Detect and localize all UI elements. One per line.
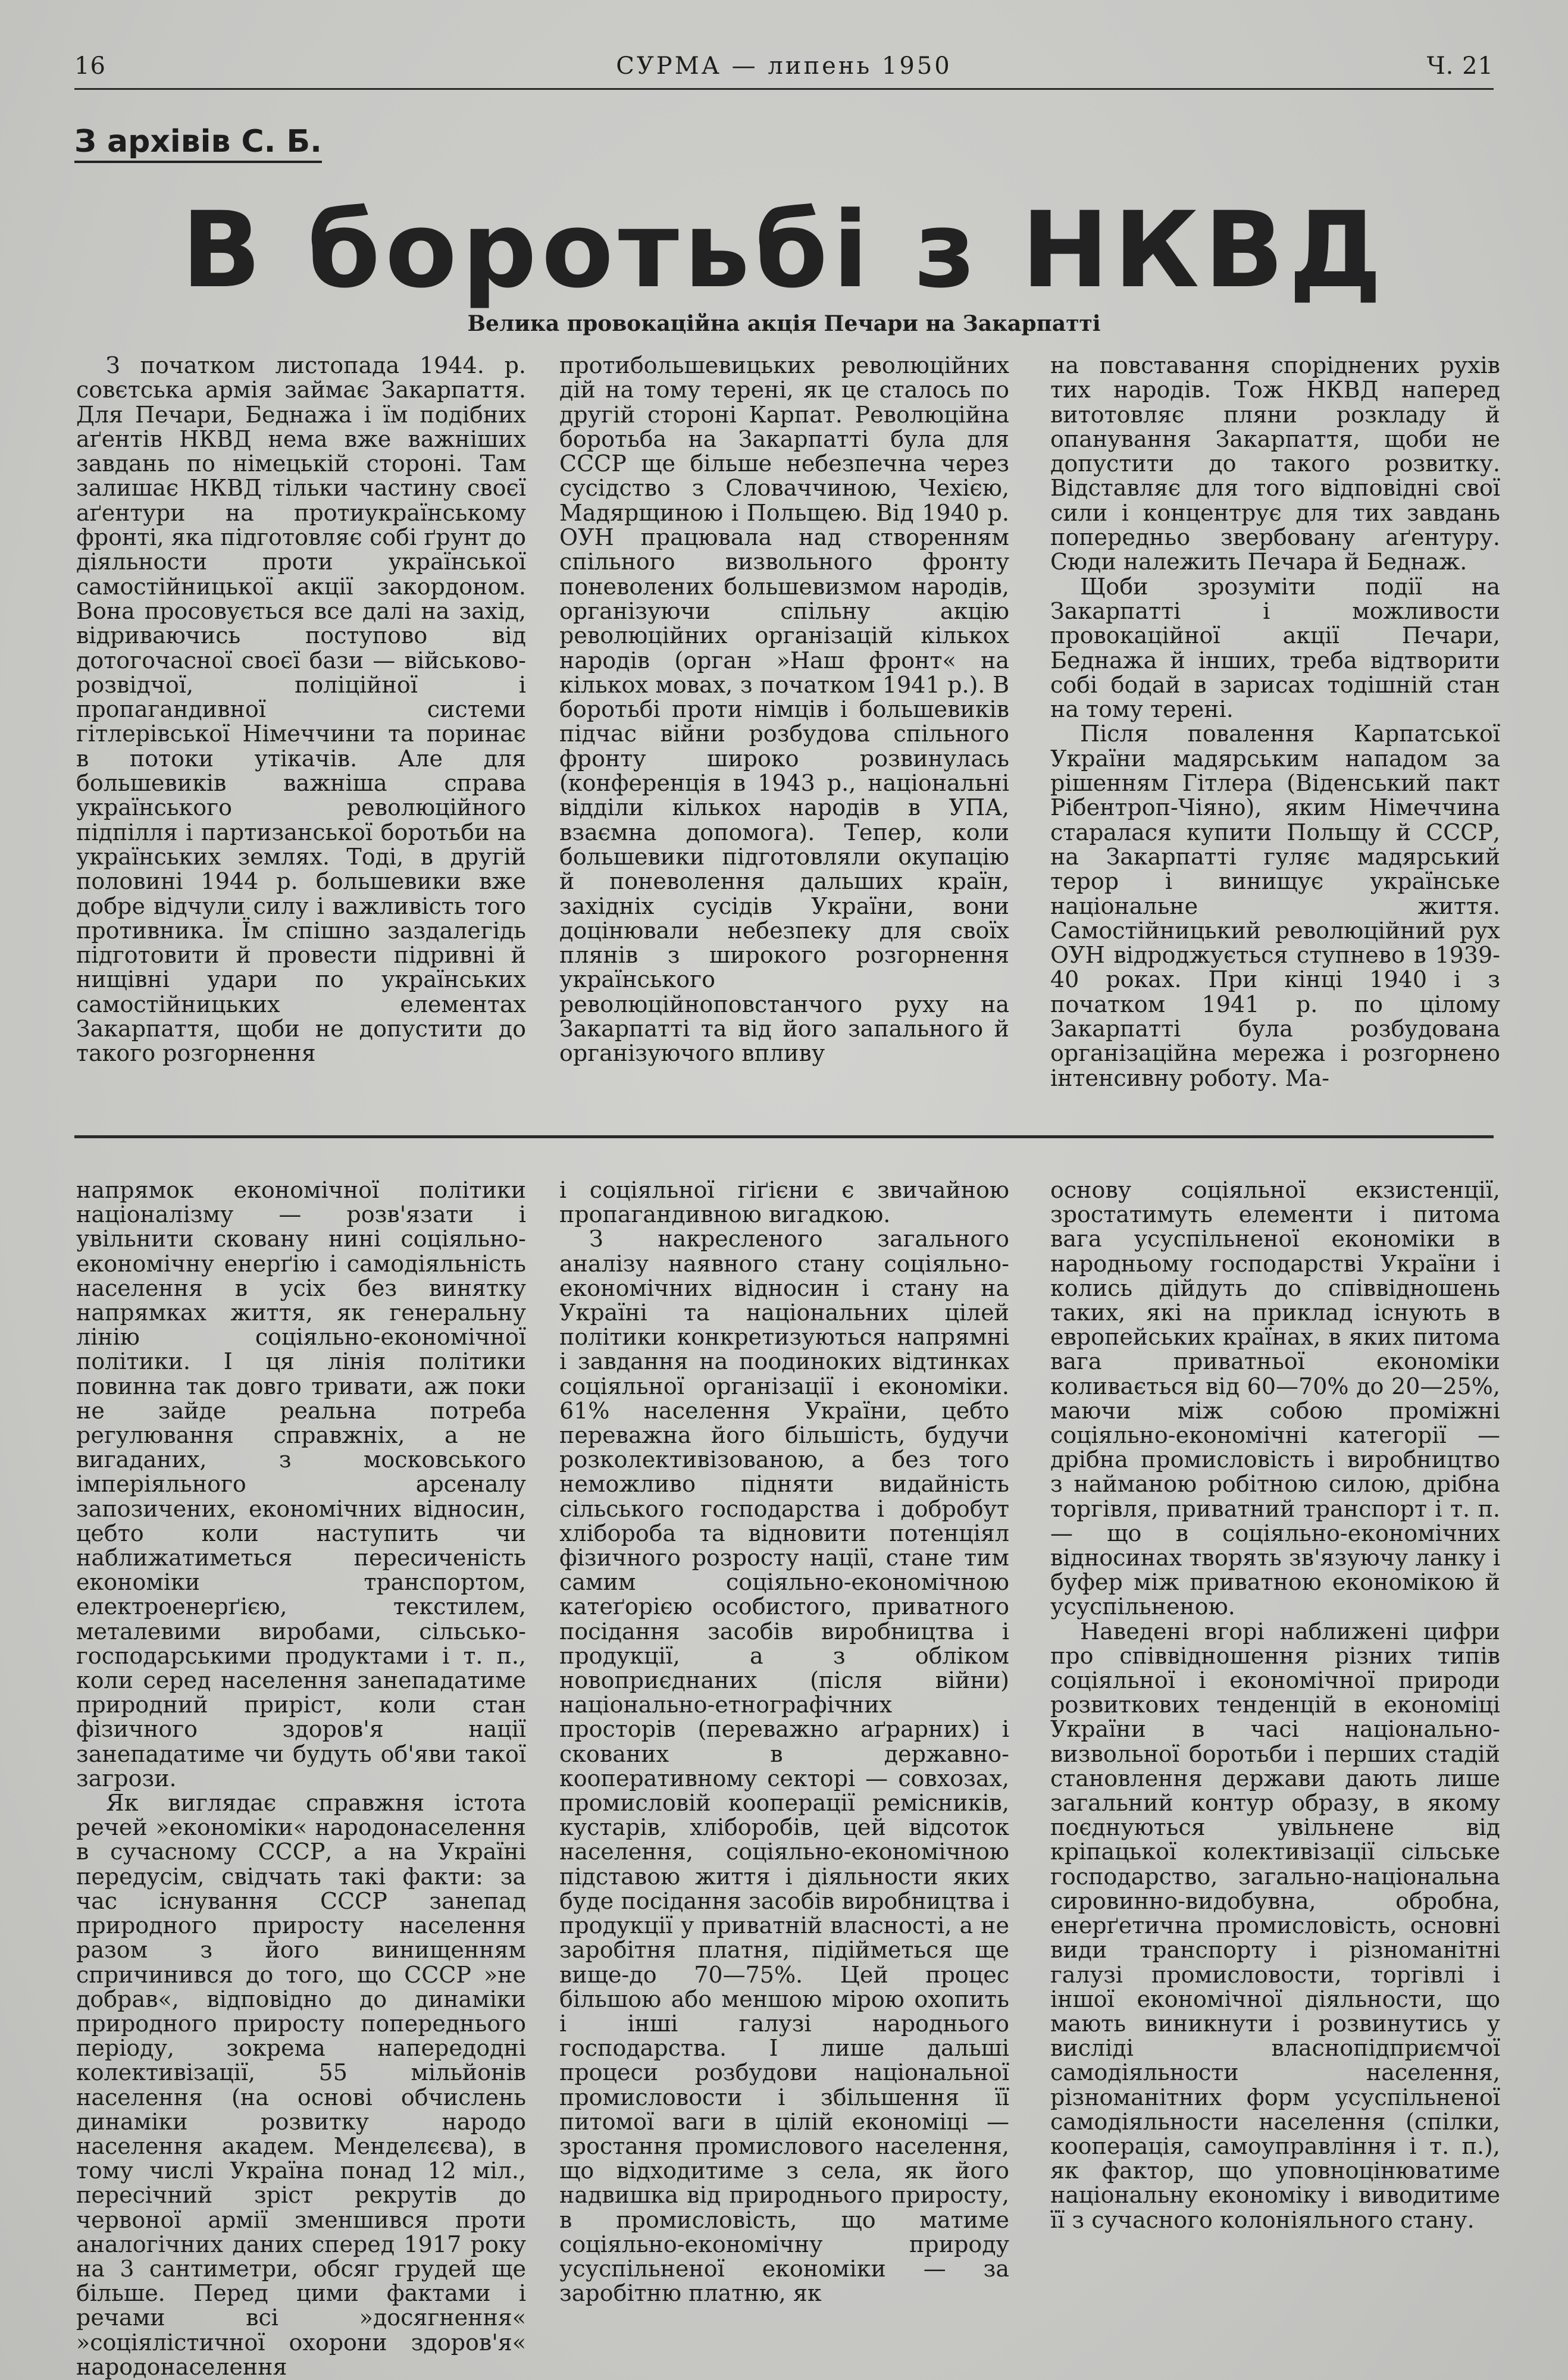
top-column-2	[559, 353, 1009, 1066]
top-column-3	[1050, 353, 1500, 1091]
paragraph: основу соціяльної екзистенції, зростатимуть елементи і питома вага усуспільненої економіки в народньому господарстві України і колись дійдуть до співвідношень таких, які на приклад існують в европейських країнах, в яких питома вага приватньої економіки коливається від 60—70% до 20—25%, маючи між собою проміжні соціяльно-економічні категорії — дрібна промисловість і виробництво з найманою робітною силою, дрібна торгівля, приватний транспорт і т. п. — що в соціяльно-економічних відносинах творять зв'язуючу ланку і буфер між приватною економікою й усуспільненою.	[1050, 1177, 1500, 1620]
paragraph: З початком листопада 1944. р. совєтська армія займає Закарпаття. Для Печари, Беднажа і їм подібних аґентів НКВД нема вже важніших завдань по німецькій стороні. Там залишає НКВД тільки частину своєї аґентури на протиукраїнському фронті, яка підготовляє собі ґрунт до діяльности проти української самостійницької акції закордоном. Вона просовується все далі на захід, відриваючись поступово від дотогочасної своєї бази — військово-розвідчої, поліційної і пропагандивної системи гітлерівської Німеччини та поринає в потоки утікачів. Але для большевиків важніша справа українського революційного підпілля і партизанської боротьби на українських землях. Тоді, в другій половині 1944 р. большевики вже добре відчули силу і важливість того противника. Їм спішно заздалегідь підготовити й провести підривні й нищівні удари по українських самостійницьких елементах Закарпаття, щоби не допустити до такого розгорнення	[76, 352, 526, 1067]
paragraph: на повставання споріднених рухів тих народів. Тож НКВД наперед витотовляє пляни розкладу й опанування Закарпаття, щоби не допустити до такого розвитку. Відставляє для того відповідні свої сили і концентрує для тих завдань попередньо звербовану аґентуру. Сюди належить Печара й Беднаж.	[1050, 352, 1500, 575]
paragraph: протибольшевицьких революційних дій на тому терені, як це сталось по другій стороні Карпат. Революційна боротьба на Закарпатті була для СССР ще більше небезпечна через сусідство з Словаччиною, Чехією, Мадярщиною і Польщею. Від 1940 р. ОУН працювала над створенням спільного визвольного фронту поневолених большевизмом народів, організуючи спільну акцію революційних організацій кількох народів (орган »Наш фронт« на кількох мовах, з початком 1941 р.). В боротьбі проти німців і большевиків підчас війни розбудова спільного фронту широко розвинулась (конференція в 1943 р., національні відділи кількох народів в УПА, взаємна допомога). Тепер, коли большевики підготовляли окупацію й поневолення дальших країн, західніх сусідів України, вони доцінювали небезпеку для своїх плянів з широкого розгорнення українського революційноповстанчого руху на Закарпатті та від його запального й організуючого впливу	[559, 352, 1009, 1067]
top-column-1	[76, 353, 526, 1066]
running-header	[74, 52, 1494, 90]
bottom-column-2	[559, 1178, 1009, 2306]
paragraph: Після повалення Карпатської України мадярським нападом за рішенням Гітлера (Віденський пакт Рібентроп-Чіяно), яким Німеччина старалася купити Польщу й СССР, на Закарпатті гуляє мадярський терор і винищує українське національне життя. Самостійницький революційний рух ОУН відроджується ступнево в 1939-40 роках. При кінці 1940 і з початком 1941 р. по цілому Закарпатті була розбудована організаційна мережа і розгорнено інтенсивну роботу. Ма-	[1050, 721, 1500, 1091]
paragraph: Як виглядає справжня істота речей »економіки« народонаселення в сучасному СССР, а на Україні передусім, свідчать такі факти: за час існування СССР занепад природного приросту населення разом з його винищенням спричинився до того, що СССР »не добрав«, відповідно до динаміки природного приросту попереднього періоду, зокрема напередодні колективізації, 55 мільйонів населення (на основі обчислень динаміки розвитку народо населення академ. Менделєєва), в тому числі Україна понад 12 міл., пересічний зріст рекрутів до червоної армії зменшився проти аналогічних даних сперед 1917 року на 3 сантиметри, обсяг грудей ще більше. Перед цими фактами і речами всі »досягнення« »соціялістичної охорони здоров'я« народонаселення	[76, 1790, 526, 2380]
section-divider	[74, 1135, 1494, 1138]
section-label: З архівів С. Б.	[74, 124, 322, 163]
article-title: В боротьбі з НКВД	[181, 189, 1387, 311]
issue-number: Ч. 21	[1426, 52, 1494, 80]
paragraph: Наведені вгорі наближені цифри про співвідношення різних типів соціяльної і економічної природи розвиткових тенденцій в економіці України в часі національно-визвольної боротьби і перших стадій становлення держави дають лише загальний контур образу, в якому поєднуються увільнене від кріпацької колективізації сільське господарство, загально-національна сировинно-видобувна, обробна, енерґетична промисловість, основні види транспорту і різноманітні галузі промисловости, торгівлі і іншої економічної діяльности, що мають виникнути і розвинутись у висліді власнопідприємчої самодіяльности населення, різноманітних форм усуспільненої самодіяльности населення (спілки, кооперація, самоуправління і т. п.), як фактор, що уповноцінюватиме національну економіку і виводитиме її з сучасного колоніяльного стану.	[1050, 1618, 1500, 2233]
page-number: 16	[74, 52, 106, 80]
publication-title: СУРМА — липень 1950	[616, 52, 952, 80]
paragraph: З накресленого загального аналізу наявного стану соціяльно-економічних відносин і стану на Україні та національних цілей політики конкретизуються напрямні і завдання на поодиноких відтинках соціяльної організації і економіки. 61% населення України, цебто переважна його більшість, будучи розколективізованою, а без того неможливо підняти видайність сільського господарства і добробут хлібороба та відновити потенціял фізичного розросту нації, стане тим самим соціяльно-економічною катеґорією особистого, приватного посідання засобів виробництва і продукції, а з обліком новоприєднаних (після війни) національно-етнографічних просторів (переважно аґрарних) і скованих в державно-кооперативному секторі — совхозах, промисловій кооперації ремісників, кустарів, хліборобів, цей відсоток населення, соціяльно-економічною підставою життя і діяльности яких буде посідання засобів виробництва і продукції у приватній власності, а не заробітня платня, підійметься ще вище-до 70—75%. Цей процес більшою або меншою мірою охопить і інші галузі народнього господарства. І лише дальші процеси розбудови національної промисловости і збільшення її питомої ваги в цілій економіці — зростання промислового населення, що відходитиме з села, як його надвишка від природнього приросту, в промисловість, що матиме соціяльно-економічну природу усуспільненої економіки — за заробітню платню, як	[559, 1226, 1009, 2307]
paragraph: і соціяльної гіґієни є звичайною пропагандивною вигадкою.	[559, 1177, 1009, 1228]
paragraph: напрямок економічної політики націоналізму — розв'язати і увільнити сковану нині соціяльно-економічну енерґію і самодіяльність населення в усіх без винятку напрямках життя, як генеральну лінію соціяльно-економічної політики. І ця лінія політики повинна так довго тривати, аж поки не зайде реальна потреба регулювання справжніх, а не вигаданих, з московського імперіяльного арсеналу запозичених, економічних відносин, цебто коли наступить чи наближатиметься пересиченість економіки транспортом, електроенерґією, текстилем, металевими виробами, сільсько-господарськими продуктами і т. п., коли серед населення занепадатиме природний приріст, коли стан фізичного здоров'я нації занепадатиме чи будуть об'яви такої загрози.	[76, 1177, 526, 1792]
bottom-column-3	[1050, 1178, 1500, 2232]
bottom-column-1	[76, 1178, 526, 2379]
article-subtitle: Велика провокаційна акція Печари на Закарпатті	[467, 311, 1101, 336]
paragraph: Щоби зрозуміти події на Закарпатті і можливости провокаційної акції Печари, Беднажа й інших, треба відтворити собі бодай в зарисах тодішній стан на тому терені.	[1050, 573, 1500, 723]
